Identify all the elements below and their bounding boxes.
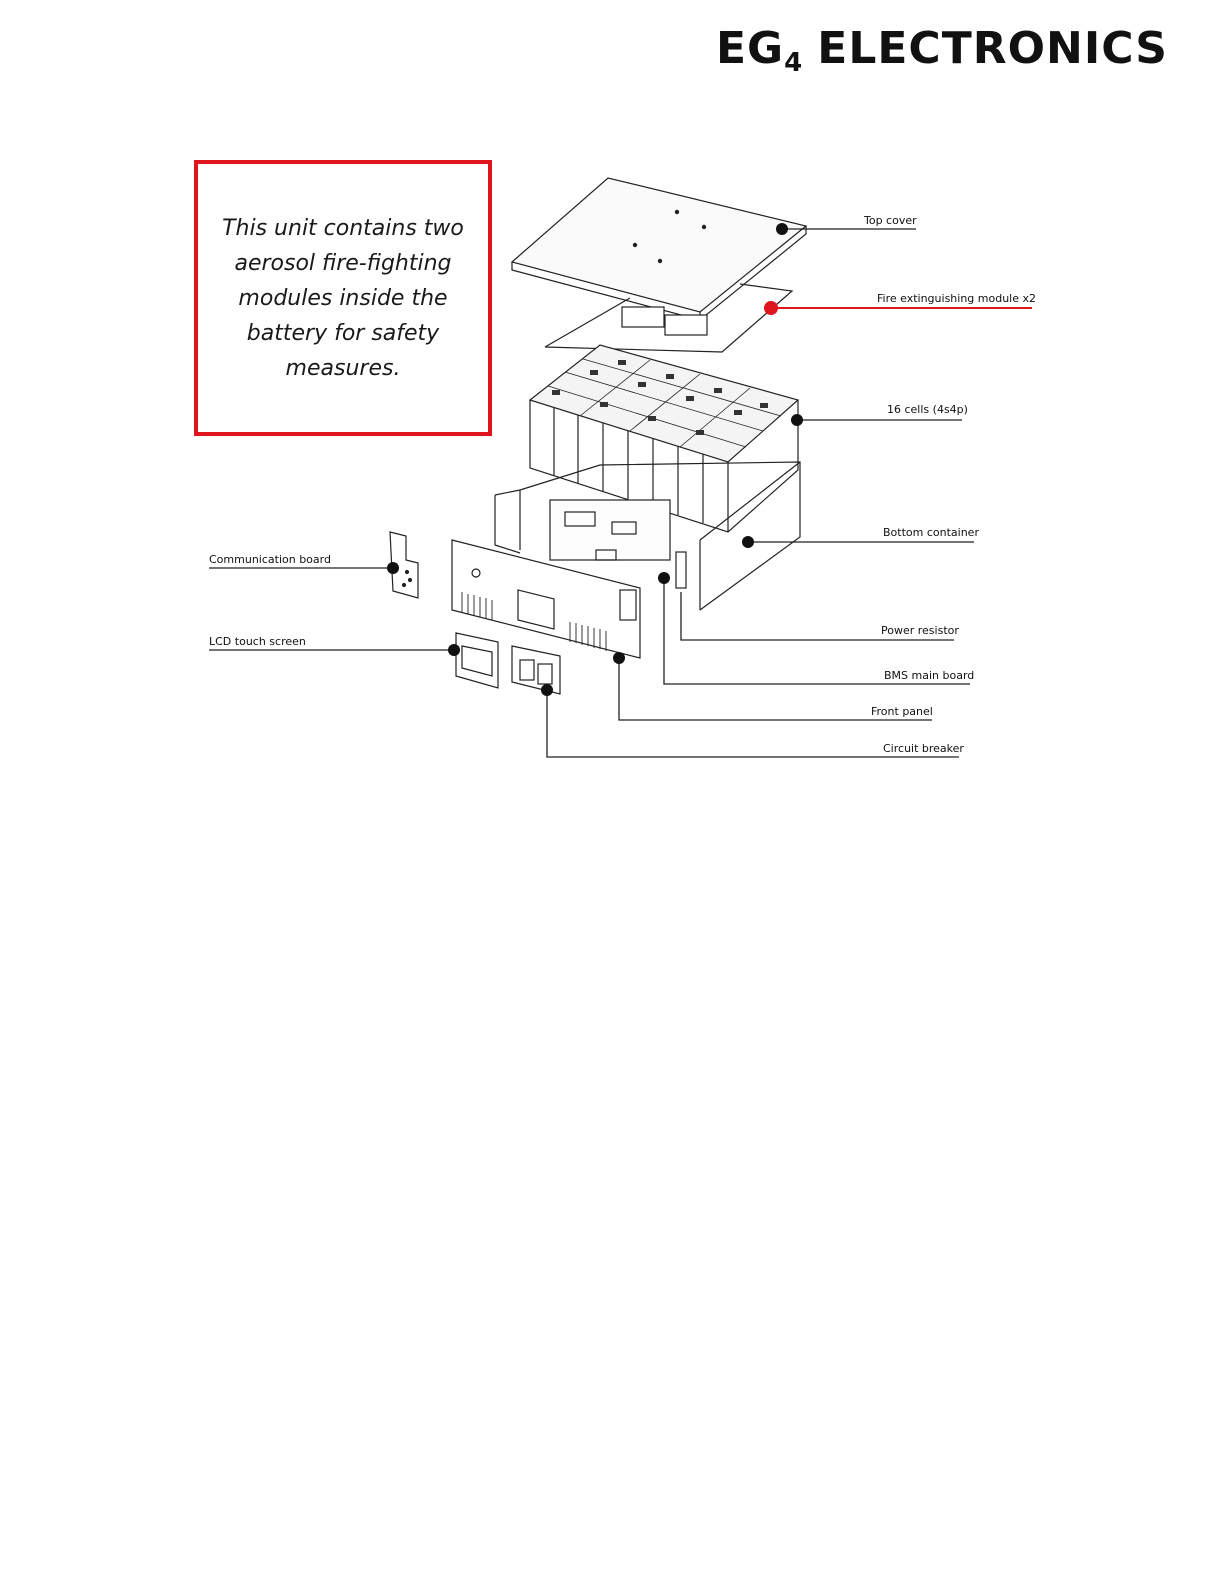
dot-cells <box>791 414 803 426</box>
label-communication-board: Communication board <box>209 553 331 566</box>
dot-lcd-screen <box>448 644 460 656</box>
dot-front-panel <box>613 652 625 664</box>
label-power-resistor: Power resistor <box>881 624 959 637</box>
label-fire-module: Fire extinguishing module x2 <box>877 292 1037 305</box>
label-circuit-breaker: Circuit breaker <box>883 742 964 755</box>
dot-top-cover <box>776 223 788 235</box>
label-bottom-container: Bottom container <box>883 526 979 539</box>
circuit-breaker-part <box>512 646 560 694</box>
label-lcd-screen: LCD touch screen <box>209 635 306 648</box>
lcd-screen-part <box>456 633 498 688</box>
label-cells: 16 cells (4s4p) <box>887 403 968 416</box>
label-top-cover: Top cover <box>864 214 917 227</box>
logo-rest: ELECTRONICS <box>817 23 1168 74</box>
logo-main: EG <box>716 23 785 74</box>
label-front-panel: Front panel <box>871 705 933 718</box>
top-cover-part <box>512 178 806 320</box>
logo-sub: 4 <box>784 48 804 78</box>
notice-text: This unit contains two aerosol fire-fighting modules inside the battery for safety measures. <box>222 215 464 381</box>
dot-circuit-breaker <box>541 684 553 696</box>
dot-bottom-container <box>742 536 754 548</box>
dot-fire-module <box>764 301 778 315</box>
label-bms-board: BMS main board <box>884 669 975 682</box>
power-resistor-part <box>676 552 686 588</box>
dot-bms-board <box>658 572 670 584</box>
dot-communication-board <box>387 562 399 574</box>
